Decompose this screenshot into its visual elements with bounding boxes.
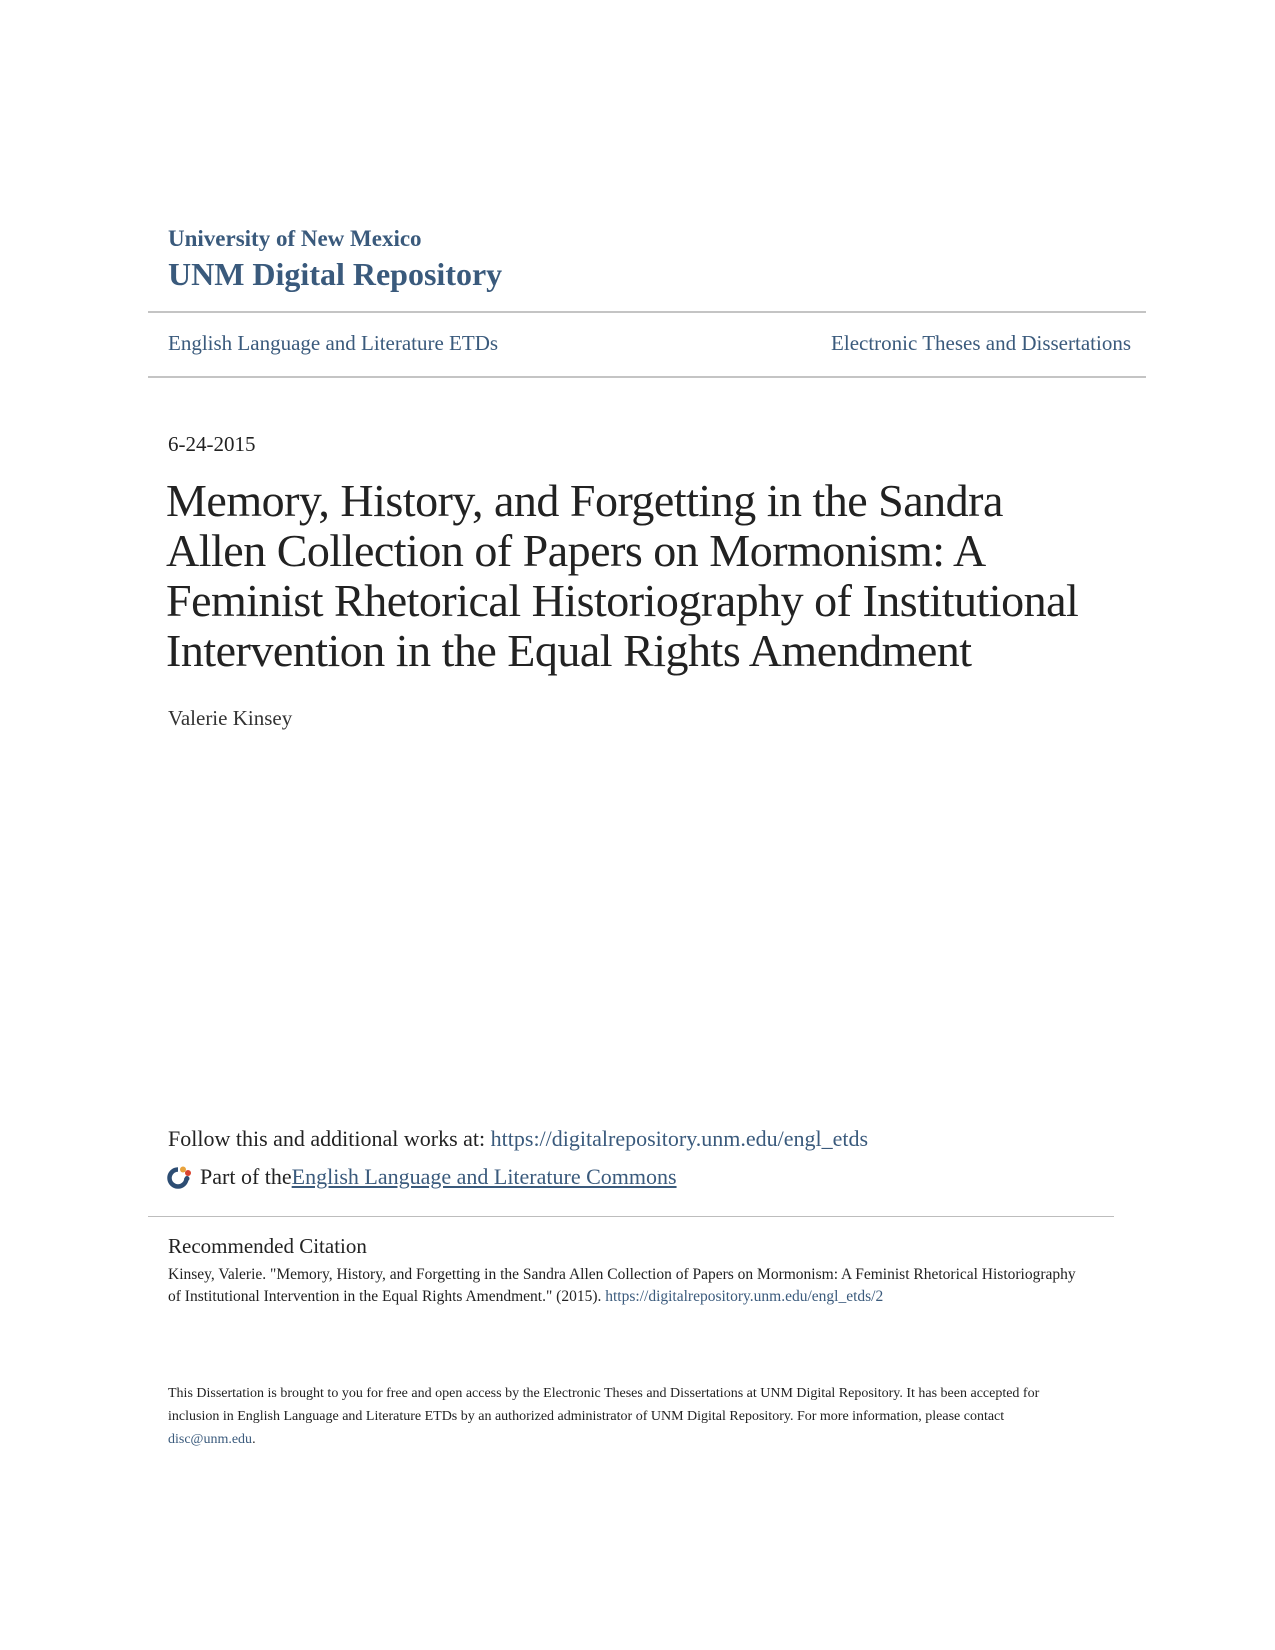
- bepress-commons-icon: [166, 1164, 192, 1190]
- commons-link[interactable]: English Language and Literature Commons: [291, 1164, 677, 1189]
- access-statement: [168, 1382, 1068, 1451]
- citation-body: Kinsey, Valerie. "Memory, History, and Forgetting in the Sandra Allen Collection of Papers on Mormonism: A Feminist Rhetorical Historiography of Institutional Intervention in the Equal Rights Amendment." (2015).: [168, 1266, 1076, 1305]
- collection-divider: [148, 376, 1146, 378]
- follow-line: [168, 1126, 868, 1152]
- citation-divider: [148, 1216, 1114, 1217]
- collection-link[interactable]: English Language and Literature ETDs: [168, 331, 499, 355]
- citation-heading: Recommended Citation: [168, 1234, 367, 1258]
- author-name: Valerie Kinsey: [168, 706, 293, 730]
- follow-url-link[interactable]: https://digitalrepository.unm.edu/engl_etds: [490, 1126, 869, 1151]
- access-statement-text: This Dissertation is brought to you for free and open access by the Electronic Theses and Dissertations at UNM Digital Repository. It has been accepted for inclusion in English Language and Literature ETDs by an authorized administrator of UNM Digital Repository. For more information, please contact: [168, 1386, 1040, 1424]
- repository-name[interactable]: UNM Digital Repository: [168, 256, 503, 292]
- top-divider: [148, 311, 1146, 313]
- publication-date: 6-24-2015: [168, 432, 256, 456]
- part-of-line: [168, 1164, 677, 1190]
- access-statement-end: .: [252, 1432, 256, 1447]
- citation-url-link[interactable]: https://digitalrepository.unm.edu/engl_etds/2: [605, 1288, 884, 1305]
- part-of-prefix: Part of the: [200, 1164, 292, 1189]
- document-title: Memory, History, and Forgetting in the Sandra Allen Collection of Papers on Mormonism: A Feminist Rhetorical Historiography of Institutional Intervention in the Equal Rights Amendment: [166, 475, 1079, 676]
- follow-prefix: Follow this and additional works at:: [168, 1126, 491, 1151]
- series-link[interactable]: Electronic Theses and Dissertations: [831, 331, 1131, 355]
- institution-name[interactable]: University of New Mexico: [168, 226, 422, 251]
- contact-email-link[interactable]: disc@unm.edu: [168, 1432, 253, 1447]
- citation-text: [168, 1264, 1088, 1308]
